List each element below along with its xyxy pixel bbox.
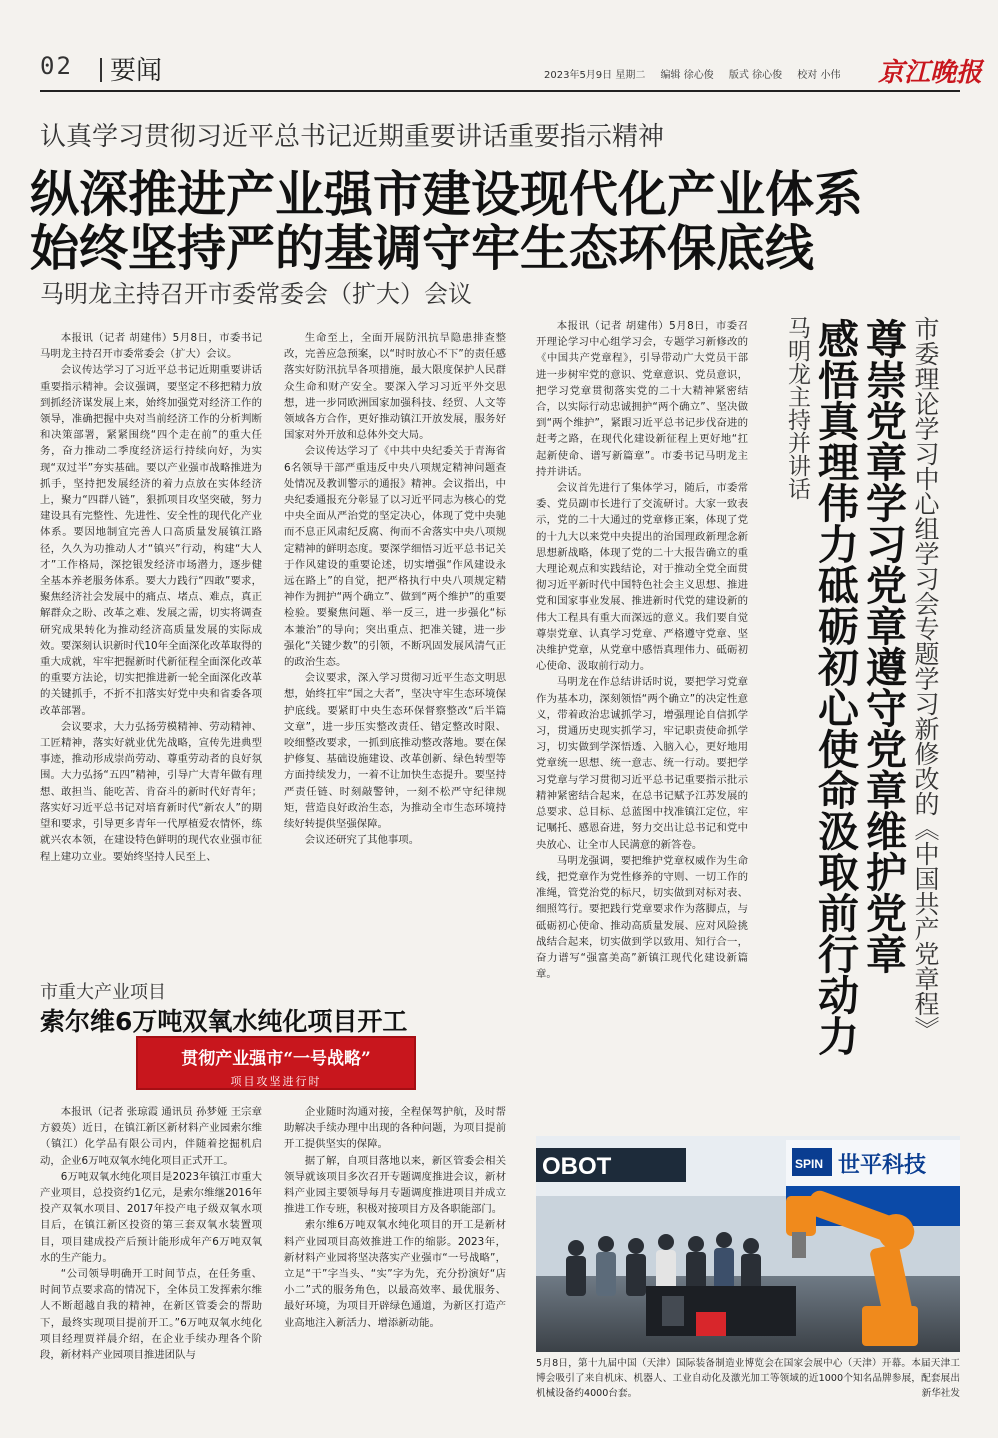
lead-subhead: 马明龙主持召开市委常委会（扩大）会议 <box>40 280 472 308</box>
project-title: 索尔维6万吨双氧水纯化项目开工 <box>40 1007 408 1036</box>
booth-sign-spin: SPIN <box>795 1157 824 1171</box>
editor-credit: 编辑 徐心俊 <box>660 70 714 81</box>
lead-column-2 <box>284 330 506 940</box>
paragraph: 马明龙强调，要把维护党章权威作为生命线，把党章作为党性修养的守则、一切工作的准绳，管党治党的标尺，切实做到对标对表、细照笃行。要把践行党章要求作为落脚点，与砥砺初心使命、推动高质量发展、应对风险挑战结合起来，切实做到学以致用、知行合一，奋力谱写“强富美高”新镇江现代化建设新篇章。 <box>536 854 748 981</box>
paragraph: 马明龙在作总结讲话时说，要把学习党章作为基本功，深刻领悟“两个确立”的决定性意义，带着政治忠诚抓学习，增强理论自信抓学习，贯通历史现实抓学习，牢记职责使命抓学习，切实做到学深悟透、入脑入心，更好地用党章统一思想、统一意志、统一行动。要把学习党章与学习贯彻习近平总书记重要指示批示精神紧密结合起来，在总书记赋予江苏发展的总要求、总目标、总蓝图中找准镇江定位，牢记嘱托、感恩奋进，努力交出让总书记和党中央放心、让全市人民满意的新答卷。 <box>536 676 748 851</box>
proofreader-credit: 校对 小伟 <box>797 70 841 81</box>
right-story-headline-line1: 尊崇党章学习党章遵守党章维护党章 <box>859 318 907 974</box>
issue-date: 2023年5月9日 星期二 <box>544 70 646 81</box>
paragraph: 生命至上，全面开展防汛抗旱隐患排查整改，完善应急预案，以“时时放心不下”的责任感落实好防汛抗旱各项措施，最大限度保护人民群众生命和财产安全。要深入学习习近平外交思想，进一步同欧洲国家加强科技、经贸、人文等领域各方合作，更好推动镇江开放发展，服务好国家对外开放和总体外交大局。 <box>284 332 506 442</box>
booth-sign-main: 世平科技 <box>838 1153 927 1178</box>
paragraph: 企业随时沟通对接，全程保驾护航，及时帮助解决手续办理中出现的各种问题，为项目提前开工提供坚实的保障。 <box>284 1106 506 1151</box>
paragraph: 本报讯（记者 胡建伟）5月8日，市委书记马明龙主持召开市委常委会（扩大）会议。 <box>40 332 262 361</box>
expo-photo <box>536 1136 960 1352</box>
section-divider <box>100 58 102 82</box>
paragraph: 索尔维6万吨双氧水纯化项目的开工是新材料产业园项目高效推进工作的缩影。2023年，新材料产业园将坚决落实产业强市“一号战略”，立足“干”字当头、“实”字为先，充分扮演好“店小二”式的服务角色，以最高效率、最优服务、最好环境，为项目开辟绿色通道，为新区打造产业高地注入新活力、增添新动能。 <box>284 1219 506 1329</box>
paragraph: “公司领导明确开工时间节点，在任务重、时间节点要求高的情况下，全体员工发挥索尔维人不断超越自我的精神，在新区管委会的帮助下，最终实现项目提前开工。”6万吨双氧水纯化项目经理贾祥晨介绍，在企业手续办理各个阶段，新材料产业园项目推进团队与 <box>40 1268 262 1362</box>
issue-meta <box>544 66 852 81</box>
banner-title: 贯彻产业强市“一号战略” <box>181 1049 371 1069</box>
layout-credit: 版式 徐心俊 <box>728 70 783 81</box>
paragraph: 本报讯（记者 胡建伟）5月8日，市委召开理论学习中心组学习会，专题学习新修改的《中国共产党章程》，引导带动广大党员干部进一步树牢党的意识、党章意识、党员意识，把学习党章贯彻落实党的二十大精神紧密结合，以实际行动忠诚拥护“两个确立”、坚决做到“两个维护”，紧跟习近平总书记步伐奋进的赶考之路，在现代化建设新征程上更好地“扛起新使命、谱写新篇章”。市委书记马明龙主持并讲话。 <box>536 320 748 478</box>
paragraph: 据了解，自项目落地以来，新区管委会相关领导就该项目多次召开专题调度推进会议，新材料产业园主要领导每月专题调度推进项目并成立推进工作专班，积极对接项目方及各职能部门。 <box>284 1154 506 1216</box>
project-column-2 <box>284 1104 506 1422</box>
paragraph: 会议要求，大力弘扬劳模精神、劳动精神、工匠精神，落实好就业优先战略，宣传先进典型事迹，推动形成崇尚劳动、尊重劳动者的良好氛围。大力弘扬“五四”精神，引导广大青年做有理想、敢担当、能吃苦、肯奋斗的新时代好青年；落实好习近平总书记对培育新时代“新农人”的期望和要求，引导更多青年一代厚植爱农情怀，练就兴农本领，在建设特色鲜明的现代农业强市征程上建功立业。要始终坚持人民至上、 <box>40 720 262 863</box>
photo-caption <box>536 1356 960 1401</box>
paragraph: 会议要求，深入学习贯彻习近平生态文明思想，始终扛牢“国之大者”，坚决守牢生态环境保护底线。要紧盯中央生态环保督察整改“后半篇文章”，进一步压实整改责任、错定整改时限、咬细整改要求，一抓到底推动整改落地。要在保护修复、基础设施建设、改革创新、绿色转型等方面持续发力，一着不让加快生态提升。要坚持严责任链、时刻敲警钟，一刻不松严守纪律规矩，营造良好政治生态，为推动全市生态环境持续好转提供坚强保障。 <box>284 672 506 831</box>
right-story-subhead: 马明龙主持并讲话 <box>784 316 810 500</box>
page-number: 02 <box>40 52 73 80</box>
newspaper-logo: 京江晚报 <box>878 58 983 88</box>
lead-headline-line2: 始终坚持严的基调守牢生态环保底线 <box>30 219 815 277</box>
paragraph: 会议传达学习了《中共中央纪委关于青海省6名领导干部严重违反中央八项规定精神问题查处情况及教训警示的通报》精神。会议指出，中央纪委通报充分彰显了以习近平同志为核心的党中央全面从严治党的坚定决心，体现了党中央驰而不息正风肃纪反腐、徇而不舍落实中央八项规定精神的鲜明态度。要深学细悟习近平总书记关于作风建设的重要论述，切实增强“作风建设永远在路上”的自觉，把严格执行中央八项规定精神作为拥护“两个确立”、做到“两个维护”的重要检验。要聚焦问题、举一反三，进一步强化“标本兼治”的导向；突出重点、把准关键，进一步强化“关键少数”的引领，不断巩固发展风清气正的政治生态。 <box>284 445 506 669</box>
lead-column-1 <box>40 330 262 944</box>
lead-kicker: 认真学习贯彻习近平总书记近期重要讲话重要指示精神 <box>40 122 665 152</box>
paragraph: 会议传达学习了习近平总书记近期重要讲话重要指示精神。会议强调，要坚定不移把精力放到抓经济谋发展上来，始终加强党对经济工作的领导，准确把握中央对当前经济工作的分析判断和决策部署，紧紧围绕“四个走在前”的重大任务，奋力推动二季度经济运行持续向好，为实现“双过半”夯实基础。要以产业强市战略推进为抓手，坚持把发展经济的着力点放在实体经济上，聚力“四群八链”，狠抓项目攻坚突破，努力建设具有完整性、先进性、安全性的现代化产业体系。要因地制宜完善人口高质量发展镇江路径，久久为功推动人才“镇兴”行动，构建“大人才”工作格局，深挖银发经济市场潜力，逐步健全基本养老服务体系。要大力践行“四敢”要求，聚焦经济社会发展中的痛点、堵点、难点，真正解群众之盼、改革之难、发展之需，切实将调查研究成果转化为推动经济高质量发展的实际成效。要深刻认识新时代10年全面深化改革取得的重大成就，牢牢把握新时代新征程全面深化改革的重要方法论，切实把推进新一轮全面深化改革的关键抓手，不折不扣落实好党中央和省委各项改革部署。 <box>40 364 262 717</box>
right-story-headline-line2: 感悟真理伟力砥砺初心使命汲取前行动力 <box>811 318 859 1056</box>
lead-headline-line1: 纵深推进产业强市建设现代化产业体系 <box>30 165 864 223</box>
paragraph: 本报讯（记者 张琼霞 通讯员 孙梦娅 王宗章 方毅英）近日，在镇江新区新材料产业园索尔维（镇江）化学品有限公司内，伴随着挖掘机启动，企业6万吨双氧水纯化项目正式开工。 <box>40 1106 262 1167</box>
masthead-rule <box>40 90 960 92</box>
right-story-column <box>536 318 748 1122</box>
project-kicker: 市重大产业项目 <box>40 982 166 1003</box>
masthead <box>40 52 983 88</box>
banner-subtitle: 项目攻坚进行时 <box>230 1075 322 1088</box>
paragraph: 会议还研究了其他事项。 <box>304 834 420 847</box>
right-story-kicker: 市委理论学习中心组学习会专题学习新修改的《中国共产党章程》 <box>911 316 940 1041</box>
booth-sign-left: OBOT <box>542 1153 612 1180</box>
campaign-banner <box>136 1036 416 1090</box>
photo-credit: 新华社发 <box>921 1388 960 1399</box>
caption-text: 5月8日，第十九届中国（天津）国际装备制造业博览会在国家会展中心（天津）开幕。本届天津工博会吸引了来自机床、机器人、工业自动化及激光加工等领域的近1000个知名品牌参展，配套展出机械设备约4000台套。 <box>536 1358 960 1399</box>
expo-photo-illustration <box>536 1136 960 1352</box>
section-name: 要闻 <box>110 56 163 86</box>
project-column-1 <box>40 1104 262 1422</box>
paragraph: 6万吨双氧水纯化项目是2023年镇江市重大产业项目，总投资约1亿元，是索尔维继2016年投产双氧水项目、2017年投产电子级双氧水项目后，在镇江新区投资的第三套双氧水装置项目，项目建成投产后预计能形成年产6万吨双氧水的生产能力。 <box>40 1170 262 1264</box>
paragraph: 会议首先进行了集体学习，随后，市委常委、党员副市长进行了交流研讨。大家一致表示，党的二十大通过的党章修正案，体现了党的十九大以来党中央提出的治国理政新理念新思想新战略，体现了党的二十大报告确立的重大理论观点和实践结论，对于推动全党全面贯彻习近平新时代中国特色社会主义思想、推进党和国家事业发展、推进新时代党的建设新的伟大工程具有重大而深远的意义。我们要自觉尊崇党章、认真学习党章、严格遵守党章、坚决维护党章，从党章中感悟真理伟力、砥砺初心使命、汲取前行动力。 <box>536 482 748 673</box>
